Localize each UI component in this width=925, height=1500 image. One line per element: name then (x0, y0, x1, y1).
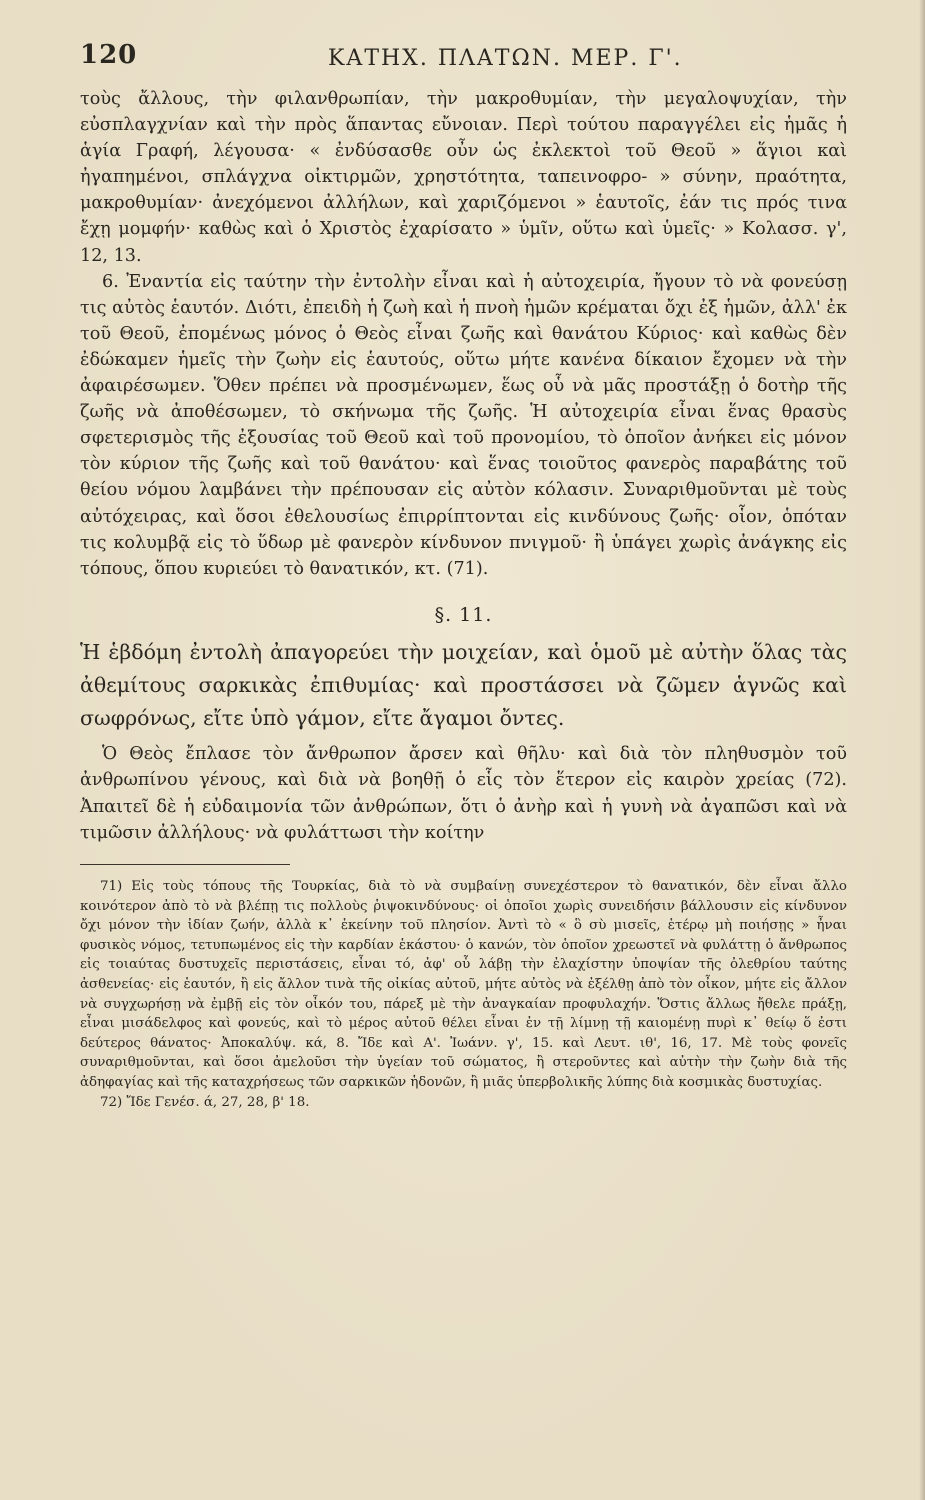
continuation-paragraph: τοὺς ἄλλους, τὴν φιλανθρωπίαν, τὴν μακροθυμίαν, τὴν μεγαλοψυχίαν, τὴν εὐσπλαγχνίαν καὶ τὴν πρὸς ἅπαντας εὔνοιαν. Περὶ τούτου παραγγέλει εἰς ἡμᾶς ἡ ἁγία Γραφή, λέγουσα· « ἐνδύσασθε οὖν ὡς ἐκλεκτοὶ τοῦ Θεοῦ » ἅγιοι καὶ ἠγαπημένοι, σπλάγχνα οἰκτιρμῶν, χρηστότητα, ταπεινοφρο- » σύνην, πραότητα, μακροθυμίαν· ἀνεχόμενοι ἀλλήλων, καὶ χαριζόμενοι » ἑαυτοῖς, ἐάν τις πρός τινα ἔχῃ μομφήν· καθὼς καὶ ὁ Χριστὸς ἐχαρίσατο » ὑμῖν, οὕτω καὶ ὑμεῖς· » Κολασσ. γ', 12, 13. (80, 89, 847, 266)
footnote-72: 72) Ἴδε Γενέσ. ά, 27, 28, β' 18. (100, 1094, 310, 1110)
page-number: 120 (80, 40, 138, 70)
section-mark: §. 11. (434, 603, 493, 626)
page-edge-shadow (919, 0, 925, 1500)
point-6-paragraph: 6. Ἐναντία εἰς ταύτην τὴν ἐντολὴν εἶναι καὶ ἡ αὐτοχειρία, ἤγουν τὸ νὰ φονεύσῃ τις αὐτὸς ἑαυτόν. Διότι, ἐπειδὴ ἡ ζωὴ καὶ ἡ πνοὴ ἡμῶν κρέμαται ὄχι ἐξ ἡμῶν, ἀλλ' ἐκ τοῦ Θεοῦ, ἐπομένως μόνος ὁ Θεὸς εἶναι ζωῆς καὶ θανάτου Κύριος· καὶ καθὼς δὲν ἐδώκαμεν ἡμεῖς τὴν ζωὴν εἰς ἑαυτούς, οὕτω μήτε κανένα δίκαιον ἔχομεν νὰ τὴν ἀφαιρέσωμεν. Ὅθεν πρέπει νὰ προσμένωμεν, ἕως οὗ νὰ μᾶς προστάξῃ ὁ δοτὴρ τῆς ζωῆς νὰ ἀποθέσωμεν, τὸ σκήνωμα τῆς ζωῆς. Ἡ αὐτοχειρία εἶναι ἕνας θρασὺς σφετερισμὸς τῆς ἐξουσίας τοῦ Θεοῦ καὶ τοῦ προνομίου, τὸ ὁποῖον ἀνήκει εἰς μόνον τὸν κύριον τῆς ζωῆς καὶ τοῦ θανάτου· καὶ ἕνας τοιοῦτος φανερὸς παραβάτης τοῦ θείου νόμου λαμβάνει τὴν πρέπουσαν εἰς αὐτὸν κόλασιν. Συναριθμοῦνται μὲ τοὺς αὐτόχειρας, καὶ ὅσοι ἐθελουσίως ἐπιρρίπτονται εἰς κινδύνους ζωῆς· οἷον, ὁπόταν τις κολυμβᾷ εἰς τὸ ὕδωρ μὲ φανερὸν κίνδυνον πνιγμοῦ· ἢ ὑπάγει χωρὶς ἀνάγκης εἰς τόπους, ὅπου κυριεύει τὸ θανατικόν, κτ. (71). (80, 271, 847, 579)
page-header (80, 40, 847, 86)
creation-paragraph: Ὁ Θεὸς ἔπλασε τὸν ἄνθρωπον ἄρσεν καὶ θῆλυ· καὶ διὰ τὸν πληθυσμὸν τοῦ ἀνθρωπίνου γένους, καὶ διὰ νὰ βοηθῇ ὁ εἷς τὸν ἕτερον εἰς καιρὸν χρείας (72). Ἀπαιτεῖ δὲ ἡ εὐδαιμονία τῶν ἀνθρώπων, ὅτι ὁ ἀνὴρ καὶ ἡ γυνὴ νὰ ἀγαπῶσι καὶ νὰ τιμῶσιν ἀλλήλους· νὰ φυλάττωσι τὴν κοίτην (80, 743, 847, 843)
footnotes (80, 877, 847, 1112)
commandment-text (80, 636, 847, 735)
footnote-rule (80, 864, 290, 865)
main-text (80, 86, 847, 582)
seventh-commandment: Ἡ ἑβδόμη ἐντολὴ ἀπαγορεύει τὴν μοιχείαν, καὶ ὁμοῦ μὲ αὐτὴν ὅλας τὰς ἀθεμίτους σαρκικὰς ἐπιθυμίας· καὶ προστάσσει νὰ ζῶμεν ἁγνῶς καὶ σωφρόνως, εἴτε ὑπὸ γάμον, εἴτε ἄγαμοι ὄντες. (80, 639, 847, 730)
running-title: ΚΑΤΗΧ. ΠΛΑΤΩΝ. ΜΕΡ. Γ'. (328, 46, 683, 71)
footnote-71: 71) Εἰς τοὺς τόπους τῆς Τουρκίας, διὰ τὸ νὰ συμβαίνῃ συνεχέστερον τὸ θανατικόν, δὲν εἶναι ἄλλο κοινότερον ἀπὸ τὸ νὰ βλέπῃ τις πολλοὺς ῥιψοκινδύνους· οἱ ὁποῖοι χωρὶς συνειδήσιν βάλλουσιν εἰς κίνδυνον ὄχι μόνον τὴν ἰδίαν ζωήν, ἀλλὰ κ᾽ ἐκείνην τοῦ πλησίον. Ἀντὶ τὸ « ὃ σὺ μισεῖς, ἑτέρῳ μὴ ποιήσῃς » ἦναι φυσικὸς νόμος, τετυπωμένος εἰς τὴν καρδίαν ἑκάστου· ὁ κανών, τὸν ὁποῖον χρεωστεῖ νὰ φυλάττῃ ὁ ἄνθρωπος εἰς τοιαύτας δυστυχεῖς περιστάσεις, εἶναι τό, ἀφ' οὗ λάβῃ τὴν ἐλαχίστην ὑποψίαν τῆς ὀλεθρίου ταύτης ἀσθενείας· εἰς ἑαυτόν, ἢ εἰς ἄλλον τινὰ τῆς οἰκίας αὐτοῦ, μήτε αὐτὸς νὰ ἐξέλθῃ ἀπὸ τὸν οἶκον, μήτε εἰς ἄλλον νὰ συγχωρήσῃ νὰ ἐμβῇ εἰς τὸν οἶκόν του, πάρεξ μὲ τὴν ἀναγκαίαν προφυλαχήν. Ὅστις ἄλλως ἤθελε πράξῃ, εἶναι μισάδελφος καὶ φονεύς, καὶ τὸ μέρος αὐτοῦ θέλει εἶναι ἐν τῇ λίμνῃ τῇ καιομένῃ πυρὶ κ᾽ θείῳ ὅ ἐστι δεύτερος θάνατος· Ἀποκαλύψ. κά, 8. Ἴδε καὶ Α'. Ἰωάνν. γ', 15. καὶ Λευτ. ιθ', 16, 17. Μὲ τοὺς φονεῖς συναριθμοῦνται, καὶ ὅσοι ἀμελοῦσι τὴν ὑγείαν τοῦ σώματος, ἢ στεροῦντες καὶ αὐτὴν τὴν ζωὴν διὰ τῆς ἀδηφαγίας καὶ τῆς καταχρήσεως τῶν σαρκικῶν ἡδονῶν, ἢ μιᾶς ὑπερβολικῆς λύπης διὰ κοσμικὰς δυστυχίας. (80, 879, 847, 1090)
